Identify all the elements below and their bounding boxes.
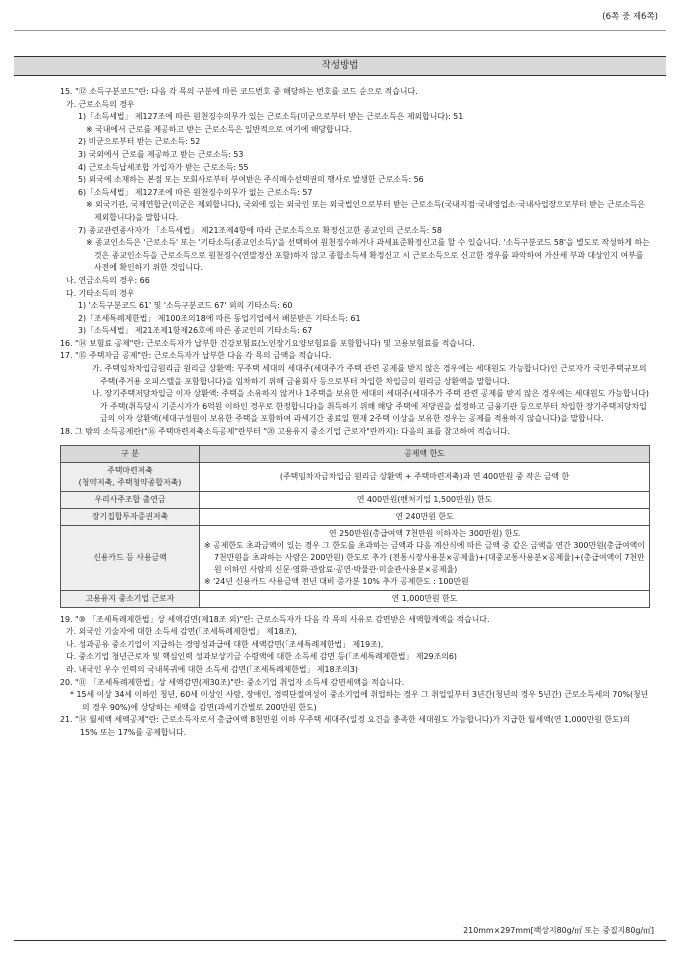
item-15-da-3: 3)「소득세법」 제21조제1항제26호에 따른 종교인의 기타소득: 67 xyxy=(78,326,313,336)
item-19-ra: 라. 내국인 우수 인력의 국내복귀에 대한 소득세 감면(「조세특례제한법」 제18조의3) xyxy=(66,665,358,674)
item-15-ga-7: 7) 종교관련종사자가 「소득세법」 제21조제4항에 따라 근로소득으로 확정신고한 종교인의 근로소득: 58 xyxy=(78,225,442,235)
note-15-ga-1: ※ 국내에서 근로를 제공하고 받는 근로소득은 일반적으로 여기에 해당합니다. xyxy=(86,124,352,134)
item-15-ga-2: 2) 미군으로부터 받는 근로소득: 52 xyxy=(78,137,201,147)
table-row xyxy=(61,491,650,508)
paper-spec: 210mm×297mm[백상지80g/㎡ 또는 중질지80g/㎡] xyxy=(463,926,654,935)
row-label: 주택마련저축 (청약저축, 주택청약종합저축) xyxy=(61,462,200,491)
item-15-da: 다. 기타소득의 경우 xyxy=(66,288,135,298)
page-number: (6쪽 중 제6쪽) xyxy=(602,12,658,22)
card-extra-note: ※ 공제한도 초과금액이 있는 경우 그 한도를 초과하는 금액과 다음 계산식에 따른 금액 중 같은 금액을 연간 300만원(총급여액이 7천만원을 초과하는 사람은 200만원) 한도로 추가 (전통시장사용분×공제율)+(대중교통사용분×공제율)+(총급여액이 7천만원 이하인 사람의 신문·영화·관람료·공연·박물관·미술관사용분×공제율) xyxy=(204,540,645,574)
item-15-ga-5: 5) 외국에 소재하는 본점 또는 모회사로부터 부여받은 주식매수선택권의 행사로 발생한 근로소득: 56 xyxy=(78,175,424,185)
row-label: 우리사주조합 출연금 xyxy=(61,491,200,508)
item-15-ga-6: 6)「소득세법」 제127조에 따른 원천징수의무가 없는 근로소득: 57 xyxy=(78,187,313,197)
deduction-limit-table xyxy=(60,445,650,608)
note-15-ga-6: ※ 외국기관, 국제연합군(미군은 제외합니다), 국외에 있는 외국인 또는 외국법인으로부터 받는 근로소득(국내지점·국내영업소·국내사업장으로부터 받는 근로소득은 제외합니다)을 말합니다. xyxy=(86,200,646,222)
row-value-card xyxy=(200,525,650,590)
item-18: 18. 그 밖의 소득공제란("⑯ 주택마련저축소득공제"란부터 "⑳ 고용유지 중소기업 근로자"란까지): 다음의 표를 참고하여 적습니다. xyxy=(60,427,511,437)
note-15-ga-7: ※ 종교인소득은 '근로소득' 또는 '기타소득(종교인소득)'을 선택하여 원천징수하거나 과세표준확정신고를 할 수 있습니다. '소득구분코드 58'을 별도로 작성하게 하는 것은 종교인소득을 근로소득으로 원천징수(연말정산 포함)하지 않고 종합소득세 확정신고 시 근로소득으로 신고한 경우를 파악하여 가산세 부과 대상인지 여부를 사전에 확인하기 위한 것입니다. xyxy=(86,238,650,273)
table-row xyxy=(61,462,650,491)
item-17-ga: 가. 주택임차차입금원리금 원리금 상환액: 무주택 세대의 세대주(세대주가 주택 관련 공제를 받지 않은 경우에는 세대원도 가능합니다)인 근로자가 국민주택규모의 주택(주거용 오피스텔을 포함합니다)을 임차하기 위해 금융회사 등으로부터 차입한 차입금의 원리금 상환액을 말합니다. xyxy=(92,364,647,386)
table-row xyxy=(61,590,650,607)
item-19-ga: 가. 외국인 기술자에 대한 소득세 감면(「조세특례제한법」 제18조), xyxy=(66,627,298,637)
row-label: 신용카드 등 사용금액 xyxy=(61,525,200,590)
item-21: 21. "⑭ 월세액 세액공제"란: 근로소득자로서 총급여액 8천만원 이하 무주택 세대주(일정 요건을 충족한 세대원도 가능합니다)가 지급한 월세액(연 1,000만원 한도)의 15% 또는 17%를 공제합니다. xyxy=(60,715,631,737)
item-15: 15. "⑫ 소득구분코드"란: 다음 각 목의 구분에 따른 코드번호 중 해당하는 번호를 코드 순으로 적습니다. xyxy=(60,87,418,96)
instructions-body xyxy=(60,86,650,740)
item-15-na: 나. 연금소득의 경우: 66 xyxy=(66,275,150,285)
item-15-ga-4: 4) 근로소득납세조합 가입자가 받는 근로소득: 55 xyxy=(78,162,249,172)
item-15-da-2: 2)「조세특례제한법」 제100조의18에 따른 동업기업에서 배분받은 기타소득: 61 xyxy=(78,313,361,323)
item-17: 17. "⑮ 주택자금 공제"란: 근로소득자가 납부한 다음 각 목의 금액을 적습니다. xyxy=(60,351,332,361)
bottom-divider xyxy=(14,940,666,941)
item-20: 20. "⑪ 「조세특례제한법」상 세액감면(제30조)"란: 중소기업 취업자 소득세 감면세액을 적습니다. xyxy=(60,677,405,687)
table-header-category: 구 분 xyxy=(61,445,200,462)
row-value: 연 1,000만원 한도 xyxy=(200,590,650,607)
table-row xyxy=(61,525,650,590)
item-16: 16. "⑭ 보험료 공제"란: 근로소득자가 납부한 건강보험료(노인장기요양보험료를 포함합니다) 및 고용보험료를 적습니다. xyxy=(60,338,475,348)
row-value: 연 240만원 한도 xyxy=(200,508,650,525)
note-20: * 15세 이상 34세 이하인 청년, 60세 이상인 사람, 장애인, 경력단절여성이 중소기업에 취업하는 경우 그 취업일부터 3년간(청년의 경우 5년간) 근로소득세의 70%(청년의 경우 90%)에 상당하는 세액을 감면(과세기간별로 200만원 한도) xyxy=(70,690,649,712)
item-19-da: 다. 중소기업 청년근로자 및 핵심인력 성과보상기금 수령액에 대한 소득세 감면 등(「조세특례제한법」 제29조의6) xyxy=(66,652,457,662)
item-15-da-1: 1) '소득구분코드 61' 및 '소득구분코드 67' 외의 기타소득: 60 xyxy=(78,301,293,311)
row-label: 고용유지 중소기업 근로자 xyxy=(61,590,200,607)
table-header-row xyxy=(61,445,650,462)
row-value: 연 400만원(벤처기업 1,500만원) 한도 xyxy=(200,491,650,508)
row-value: (주택임차자금차입금 원리금 상환액 + 주택마련저축)과 연 400만원 중 작은 금액 한 xyxy=(200,462,650,491)
card-limit: 연 250만원(총급여액 7천만원 이하자는 300만원) 한도 xyxy=(328,528,521,538)
item-17-na: 나. 장기주택저당차입금 이자 상환액: 주택을 소유하지 않거나 1주택을 보유한 세대의 세대주(세대주가 주택 관련 공제를 받지 않은 경우에는 세대원도 가능합니다)가 주택(취득당시 기준시가가 6억원 이하인 경우로 한정합니다)을 취득하기 위해 해당 주택에 저당권을 설정하고 금융기관 등으로부터 차입한 장기주택저당차입금의 이자 상환액(세대구성원이 보유한 주택을 포함하여 과세기간 종료일 현재 2주택 이상을 보유한 경우는 공제를 적용하지 않습니다)을 말합니다. xyxy=(92,389,649,424)
item-15-ga: 가. 근로소득의 경우 xyxy=(66,99,135,109)
row-label: 장기집합투자증권저축 xyxy=(61,508,200,525)
table-header-limit: 공제액 한도 xyxy=(200,445,650,462)
item-15-ga-3: 3) 국외에서 근로를 제공하고 받는 근로소득: 53 xyxy=(78,149,244,159)
section-title: 작성방법 xyxy=(14,56,666,76)
item-19: 19. "⑩ 「조세특례제한법」상 세액감면(제18조 외)"란: 근로소득자가 다음 각 목의 사유로 감면받은 세액합계액을 적습니다. xyxy=(60,614,490,624)
item-19-na: 나. 성과공유 중소기업이 지급하는 경영성과급에 대한 세액감면(「조세특례제한법」 제19조), xyxy=(66,639,384,649)
item-15-ga-1: 1)「소득세법」 제127조에 따른 원천징수의무가 있는 근로소득(미군으로부터 받는 근로소득은 제외합니다): 51 xyxy=(78,112,464,122)
table-row xyxy=(61,508,650,525)
top-divider xyxy=(14,30,666,31)
card-2024-note: ※ '24년 신용카드 사용금액 전년 대비 증가분 10% 추가 공제한도 : 100만원 xyxy=(204,576,469,586)
